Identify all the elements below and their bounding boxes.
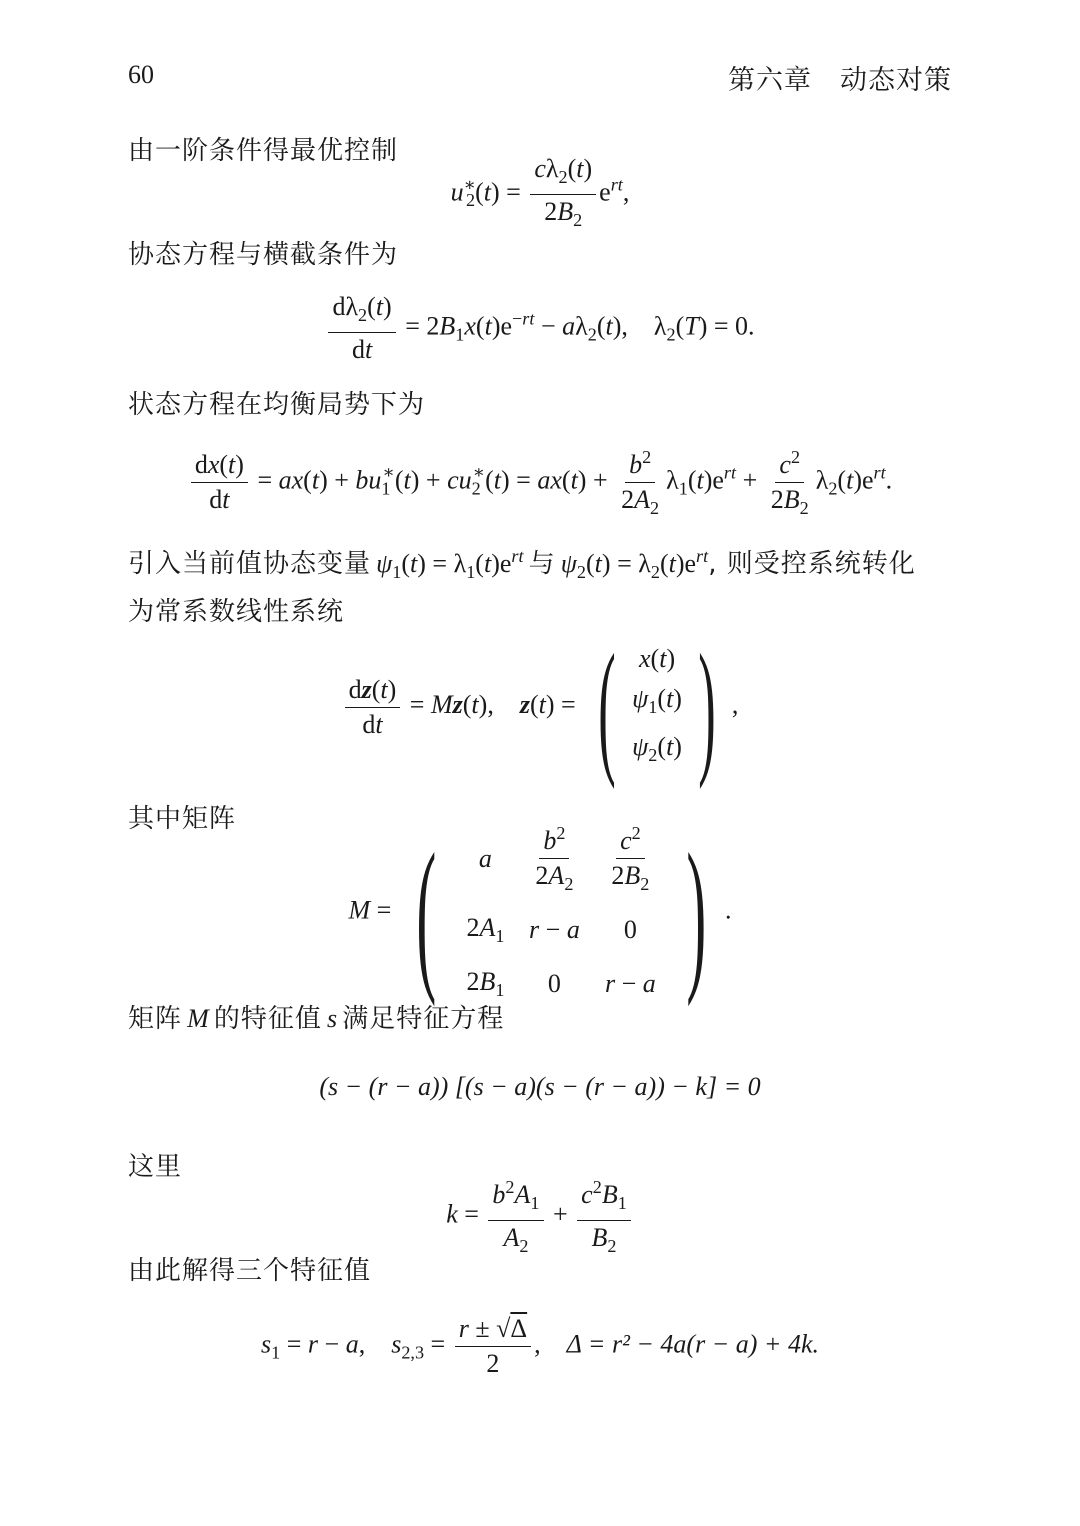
delta-definition: Δ = r² − 4a(r − a) + 4k. — [566, 1329, 819, 1359]
chapter-title: 第六章 动态对策 — [728, 65, 952, 96]
paragraph-three-eigenvalues: 由此解得三个特征值 — [128, 1256, 372, 1286]
p4-text-b: 与 — [528, 549, 556, 579]
equation-k: k = $\frac{b^2A_1}{A_2}$ + $\frac{c^2B_1}{B_2}$ — [0, 1170, 1080, 1263]
p6-text-b: 的特征值 — [213, 1004, 322, 1034]
equation-linear-system: $\frac{dz(t)}{dt}$ = Mz(t), z(t) = ( x(t) $\psi_1(t)$ $\psi_2(t)$ ) , — [0, 632, 1080, 782]
paragraph-optimal-control: 由一阶条件得最优控制 — [128, 136, 399, 166]
equation-eigenvalues: $s_1 = r - a$, $s_{2,3}$ = $\frac{r \pm √\Delta}{2}$ , Δ = r² − 4a(r − a) + 4k. — [261, 1314, 819, 1378]
equation-matrix-m: M = ( a $\frac{b^2}{2A_2}$ $\frac{c^2}{2B_2}$ $2A_1$ r − a 0 $2B_1$ 0 r − a ) . — [0, 814, 1080, 1011]
paragraph-eigenvalue: 矩阵 M 的特征值 s 满足特征方程 — [128, 1004, 505, 1034]
p6-text-c: 满足特征方程 — [342, 1004, 505, 1034]
p4-text-c: , 则受控系统转化 — [708, 549, 916, 579]
p4-text-d: 为常系数线性系统 — [128, 597, 345, 627]
equation-characteristic: (s − (r − a)) [(s − a)(s − (r − a)) − k] = 0 — [319, 1072, 761, 1101]
paragraph-current-value-costate: 引入当前值协态变量 $\psi_1(t) = \lambda_1(t)e^{rt}$ 与 $\psi_2(t) = \lambda_2(t)e^{rt}$, 则受控系统转化 为常系数线性系统 — [128, 546, 916, 627]
page-number: 60 — [128, 60, 154, 89]
paragraph-matrix: 其中矩阵 — [128, 804, 237, 834]
paragraph-here: 这里 — [128, 1152, 183, 1182]
equation-optimal-control: $u^∗_2(t)$ = $\frac{c\lambda_2(t)}{2B_2}$ $e^{rt}$, — [450, 154, 630, 230]
paragraph-state: 状态方程在均衡局势下为 — [128, 390, 426, 420]
equation-costate: $\frac{d\lambda_2(t)}{dt}$ = $2B_1x(t)e^{-rt} - a\lambda_2(t)$, $\lambda_2(T) = 0$. — [0, 290, 1080, 367]
equation-state: $\frac{dx(t)}{dt}$ = $ax(t) + bu_1^∗(t) + cu_2^∗(t) = ax(t)$ + $\frac{b^2}{2A_2}$ $\lambda_1(t)e^{rt}$ + $\frac{c^2}{2B_2}$ $\lambda_2(t)e^{rt}$. — [0, 440, 1080, 525]
p4-text-a: 引入当前值协态变量 — [128, 549, 372, 579]
paragraph-costate: 协态方程与横截条件为 — [128, 240, 399, 270]
p6-text-a: 矩阵 — [128, 1004, 183, 1034]
